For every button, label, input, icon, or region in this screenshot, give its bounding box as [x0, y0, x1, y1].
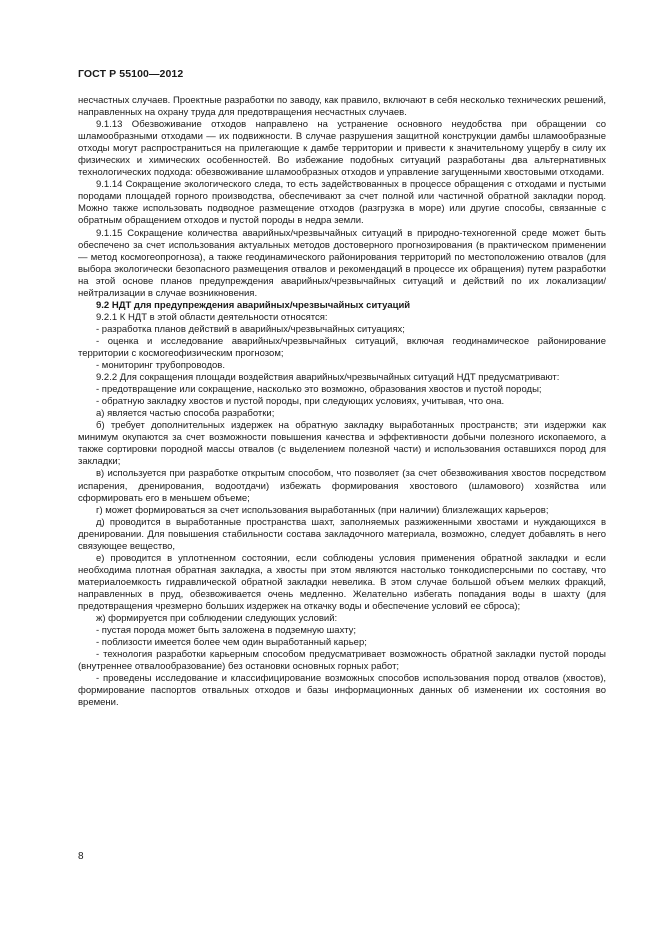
- list-item: - технология разработки карьерным способом предусматривает возможность обратной закладки пустой породы (внутреннее отвалообразование) без остановки основных горных работ;: [78, 649, 606, 673]
- paragraph: 9.2.2 Для сокращения площади воздействия аварийных/чрезвычайных ситуаций НДТ предусматривают:: [96, 372, 560, 384]
- body-text: [78, 95, 606, 709]
- list-item: - предотвращение или сокращение, насколько это возможно, образования хвостов и пустой породы;: [96, 384, 542, 396]
- page-number: 8: [78, 851, 84, 862]
- list-item: д) проводится в выработанные пространства шахт, заполняемых разжиженными хвостами и нуждающихся в дренировании. Для повышения стабильности состава закладочного материала, возможно, следует добавлять в него связующее вещество,: [78, 516, 606, 552]
- standard-header: ГОСТ Р 55100—2012: [78, 68, 184, 80]
- list-item: г) может формироваться за счет использования выработанных (при наличии) близлежащих карьеров;: [96, 504, 549, 516]
- list-item: - оценка и исследование аварийных/чрезвычайных ситуаций, включая геодинамическое районирование территории с космогеофизическим прогнозом;: [78, 335, 606, 359]
- paragraph: несчастных случаев. Проектные разработки по заводу, как правило, включают в себя несколько технических решений, направленных на охрану труда для предотвращения несчастных случаев.: [78, 95, 606, 119]
- paragraph: 9.1.15 Сокращение количества аварийных/чрезвычайных ситуаций в природно-техногенной среде может быть обеспечено за счет использования актуальных методов достоверного прогнозирования (в практическом применении — метод космогеопрогноза), а также геодинамического районирования территорий по местоположению отвалов (для выбора экологически безопасного размещения отвалов и рекомендаций в процессе их обращения) путем разработки на этой основе планов предупреждения аварийных/чрезвычайных ситуаций и действий по их локализации/нейтрализации в случае возникновения.: [78, 227, 606, 299]
- list-item: - проведены исследование и классифицирование возможных способов использования пород отвалов (хвостов), формирование паспортов отвальных отходов и базы информационных данных об изменении их состояния во времени.: [78, 673, 606, 709]
- list-item: б) требует дополнительных издержек на обратную закладку выработанных пространств; эти издержки как минимум окупаются за счет возможности повышения качества и эффективности добычи полезного ископаемого, а также сортировки породной массы отвалов (с выделением полезной части) и использования оставшихся пород для закладки;: [78, 420, 606, 468]
- section-heading: 9.2 НДТ для предупреждения аварийных/чрезвычайных ситуаций: [96, 299, 411, 311]
- list-item: а) является частью способа разработки;: [96, 408, 275, 420]
- list-item: - обратную закладку хвостов и пустой породы, при следующих условиях, учитывая, что она.: [96, 396, 505, 408]
- list-item: е) проводится в уплотненном состоянии, если соблюдены условия применения обратной закладки и если необходима плотная обратная закладка, а хвосты при этом являются настолько тонкодисперсными по составу, что материалоемкость гидравлической обратной закладки невелика. В этом случае большой объем мелких фракций, направленных в пруд, обезвоживается очень медленно. Желательно избегать попадания воды в шахту (для предотвращения чрезмерно больших издержек на откачку воды и обеспечение условий ее сброса);: [78, 552, 606, 612]
- list-item: - пустая порода может быть заложена в подземную шахту;: [96, 625, 357, 637]
- list-item: в) используется при разработке открытым способом, что позволяет (за счет обезвоживания хвостов посредством испарения, дренирования, водоотдачи) избежать формирования хвостового (шламового) хозяйства или сформировать его в меньшем объеме;: [78, 468, 606, 504]
- list-item: - разработка планов действий в аварийных/чрезвычайных ситуациях;: [96, 323, 405, 335]
- paragraph: 9.1.13 Обезвоживание отходов направлено на устранение основного неудобства при обращении со шламообразными отходами — их подвижности. В случае разрушения защитной конструкции дамбы шламообразные отходы могут распространиться на прилегающие к дамбе территории и привести к значительному ущербу в силу их физических и химических особенностей. Во избежание подобных ситуаций разработаны два альтернативных технологических подхода: обезвоживание шламообразных отходов и управление загущенными хвостовыми отходами.: [78, 119, 606, 179]
- paragraph: 9.2.1 К НДТ в этой области деятельности относятся:: [96, 311, 328, 323]
- list-item: - мониторинг трубопроводов.: [96, 360, 225, 372]
- list-item: ж) формируется при соблюдении следующих условий:: [96, 613, 338, 625]
- list-item: - поблизости имеется более чем один выработанный карьер;: [96, 637, 367, 649]
- paragraph: 9.1.14 Сокращение экологического следа, то есть задействованных в процессе обращения с отходами и пустыми породами площадей горного производства, обеспечивают за счет полной или частичной обратной закладки пород. Можно также использовать подводное размещение отходов (разгрузка в море) или другие способы, связанные с обратным обращением отходов и пустой породы в недра земли.: [78, 179, 606, 227]
